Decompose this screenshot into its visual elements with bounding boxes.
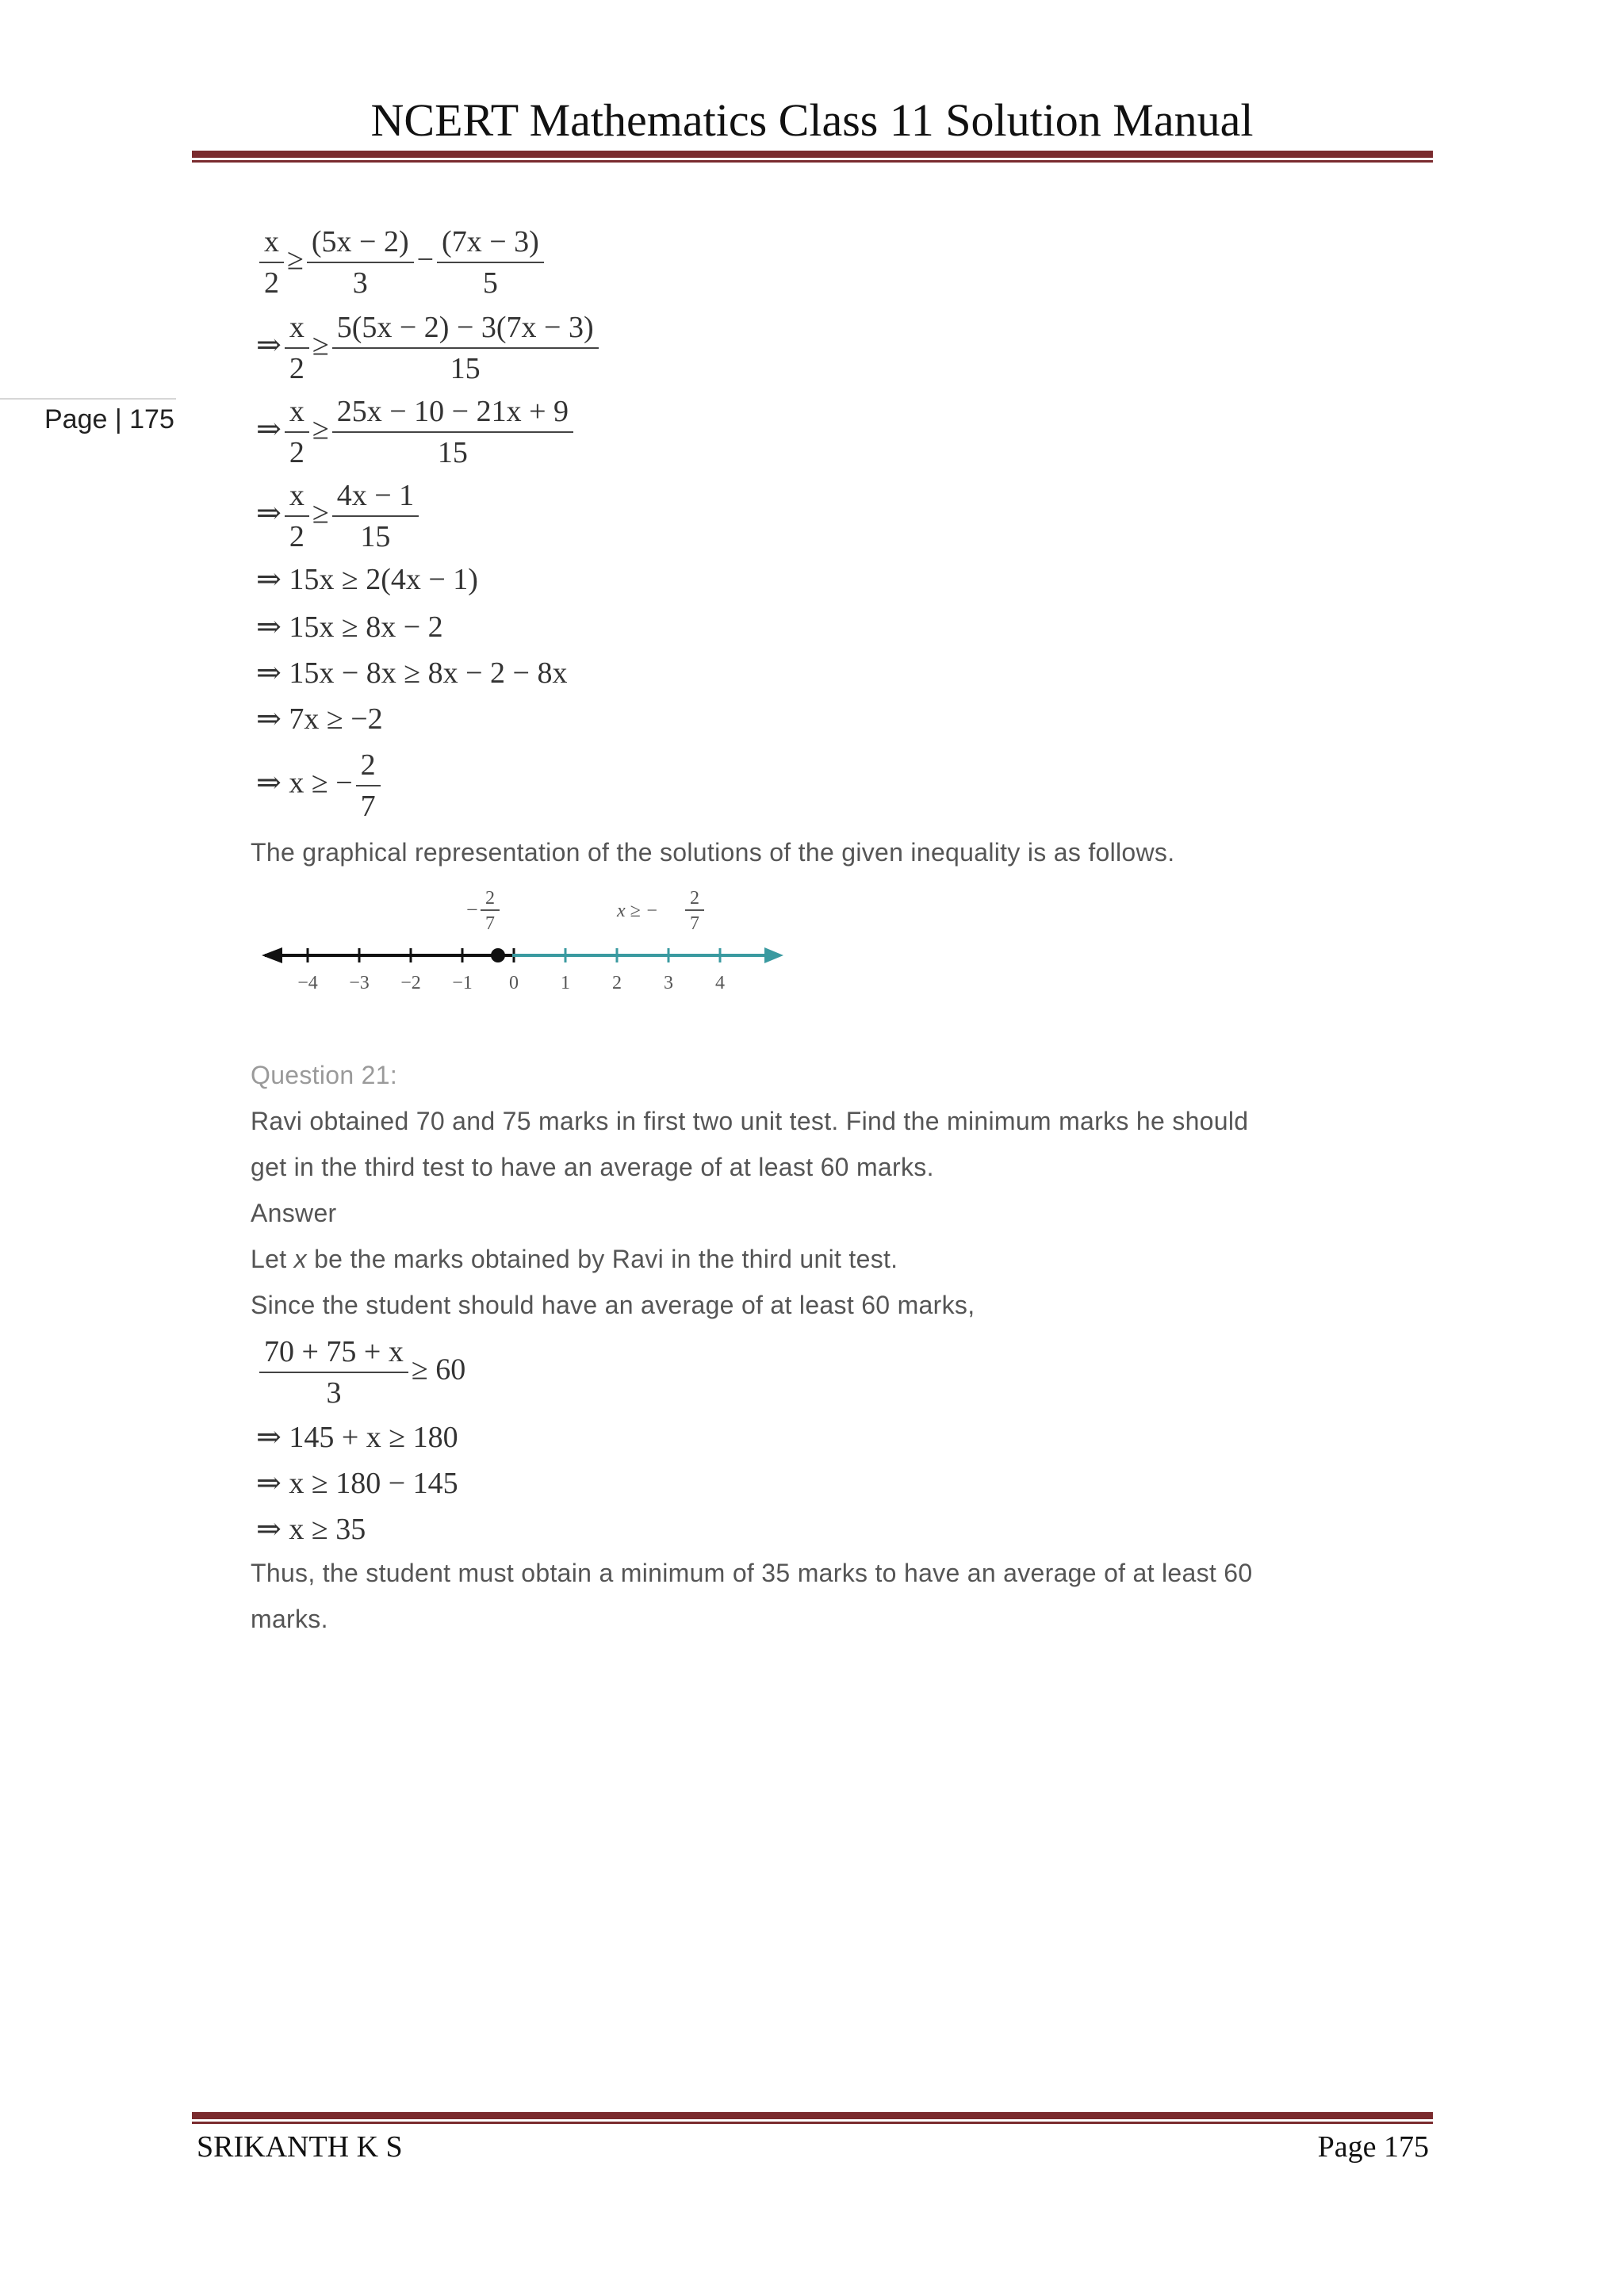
footer-author: SRIKANTH K S: [197, 2130, 403, 2164]
q21-eq-3: ⇒ x ≥ 180 − 145: [256, 1467, 458, 1500]
number-line-tick-label: 3: [664, 973, 673, 993]
solution-ray-arrow: [764, 947, 783, 963]
point-label-num: 2: [485, 888, 495, 909]
answer-label: Answer: [251, 1199, 337, 1227]
graph-intro-text: The graphical representation of the solutions of the given inequality is as follows.: [251, 838, 1175, 867]
q21-eq-4: ⇒ x ≥ 35: [256, 1513, 366, 1546]
number-line-left-arrow: [262, 947, 282, 963]
q21-eq-2: ⇒ 145 + x ≥ 180: [256, 1421, 458, 1454]
side-page-label: Page | 175: [44, 404, 174, 434]
step-5: ⇒ 15x ≥ 2(4x − 1): [256, 563, 478, 596]
side-page-divider: [0, 398, 176, 400]
point-label-den: 7: [485, 913, 495, 934]
q21-eq-1: $\frac{70 + 75 + x}{3}$ ≥ 60: [256, 1332, 465, 1413]
number-line-tick-label: −1: [452, 973, 473, 993]
footer-rule-thick: [192, 2112, 1433, 2119]
range-label-text: x ≥ −: [617, 901, 659, 921]
step-9: ⇒ x ≥ − $\frac{2}{7}$: [256, 745, 384, 826]
range-label-den: 7: [690, 913, 699, 934]
range-label-num: 2: [690, 888, 699, 909]
question-21-heading: Question 21:: [251, 1061, 398, 1089]
step-6: ⇒ 15x ≥ 8x − 2: [256, 610, 443, 644]
question-21-text-line2: get in the third test to have an average of at least 60 marks.: [251, 1153, 934, 1181]
number-line-tick-label: −2: [400, 973, 421, 993]
number-line-tick-label: 2: [612, 973, 622, 993]
step-2: ⇒ $\frac{x}{2}$ ≥ $\frac{5(5x - 2) - 3(7x - 3)}{15}$: [256, 308, 602, 388]
page-header-title: NCERT Mathematics Class 11 Solution Manual: [370, 94, 1254, 146]
solution-endpoint-dot: [491, 948, 505, 962]
step-8: ⇒ 7x ≥ −2: [256, 702, 383, 736]
step-7: ⇒ 15x − 8x ≥ 8x − 2 − 8x: [256, 656, 568, 690]
conclusion-line2: marks.: [251, 1605, 328, 1633]
number-line-tick-label: −3: [349, 973, 370, 993]
let-statement: Let x be the marks obtained by Ravi in the third unit test.: [251, 1245, 898, 1273]
number-line-tick-label: 0: [509, 973, 519, 993]
step-4: ⇒ $\frac{x}{2}$ ≥ $\frac{4x - 1}{15}$: [256, 476, 422, 557]
footer-page-number: Page 175: [1317, 2130, 1429, 2164]
step-1: $\frac{x}{2}$ ≥ $\frac{(5x - 2)}{3}$ − $\frac{(7x - 3)}{5}$: [256, 222, 547, 303]
number-line: [251, 882, 806, 1001]
point-label-minus: −: [466, 898, 478, 921]
header-rule-thin: [192, 160, 1433, 163]
step-3: ⇒ $\frac{x}{2}$ ≥ $\frac{25x - 10 - 21x + 9}{15}$: [256, 392, 576, 473]
since-statement: Since the student should have an average of at least 60 marks,: [251, 1291, 975, 1319]
conclusion-line1: Thus, the student must obtain a minimum of 35 marks to have an average of at least 60: [251, 1559, 1253, 1587]
question-21-text-line1: Ravi obtained 70 and 75 marks in first two unit test. Find the minimum marks he should: [251, 1107, 1249, 1135]
number-line-tick-label: 1: [561, 973, 570, 993]
footer-rule-thin: [192, 2122, 1433, 2124]
number-line-tick-label: 4: [715, 973, 725, 993]
number-line-tick-label: −4: [297, 973, 318, 993]
header-rule-thick: [192, 151, 1433, 158]
